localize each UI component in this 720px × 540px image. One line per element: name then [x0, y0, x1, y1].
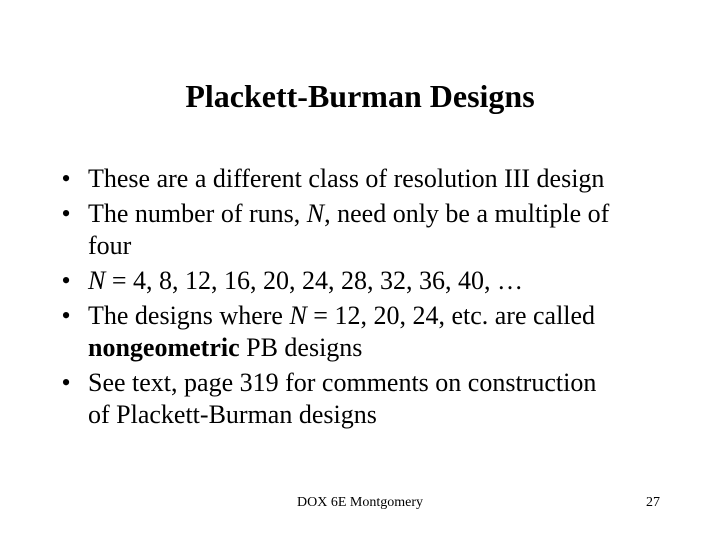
bullet-marker: • [61, 266, 71, 295]
bullet-item-n-values [56, 265, 676, 297]
bullet-line [88, 332, 676, 364]
slide-title: Plackett-Burman Designs [185, 78, 535, 114]
bullet-text: = 12, 20, 24, etc. are called [306, 301, 596, 330]
bullet-text: These are a different class of resolution III design [88, 164, 605, 193]
variable-n: N [306, 199, 325, 228]
bullet-text: PB designs [239, 333, 363, 362]
bullet-line [88, 300, 676, 332]
bullet-marker: • [61, 301, 71, 330]
bold-term: nongeometric [88, 333, 240, 362]
page-number: 27 [646, 495, 660, 510]
bullet-text: See text, page 319 for comments on construction [88, 368, 597, 397]
bullet-text: four [88, 231, 132, 260]
footer-text: DOX 6E Montgomery [297, 495, 423, 510]
bullet-marker: • [61, 199, 71, 228]
bullet-text: The number of runs, [88, 199, 307, 228]
bullet-text: of Plackett-Burman designs [88, 400, 377, 429]
bullet-item-nongeometric [56, 300, 676, 364]
bullet-marker: • [61, 368, 71, 397]
bullet-list [56, 163, 676, 434]
variable-n: N [88, 266, 106, 295]
bullet-text: = 4, 8, 12, 16, 20, 24, 28, 32, 36, 40, … [105, 266, 524, 295]
bullet-item-resolution-class [56, 163, 676, 195]
bullet-item-number-of-runs [56, 198, 676, 262]
bullet-line [88, 198, 676, 230]
bullet-text: The designs where [88, 301, 290, 330]
variable-n: N [289, 301, 307, 330]
bullet-text: , need only be a multiple of [324, 199, 610, 228]
bullet-line [88, 265, 676, 297]
bullet-item-see-text [56, 367, 676, 431]
bullet-marker: • [61, 164, 71, 193]
